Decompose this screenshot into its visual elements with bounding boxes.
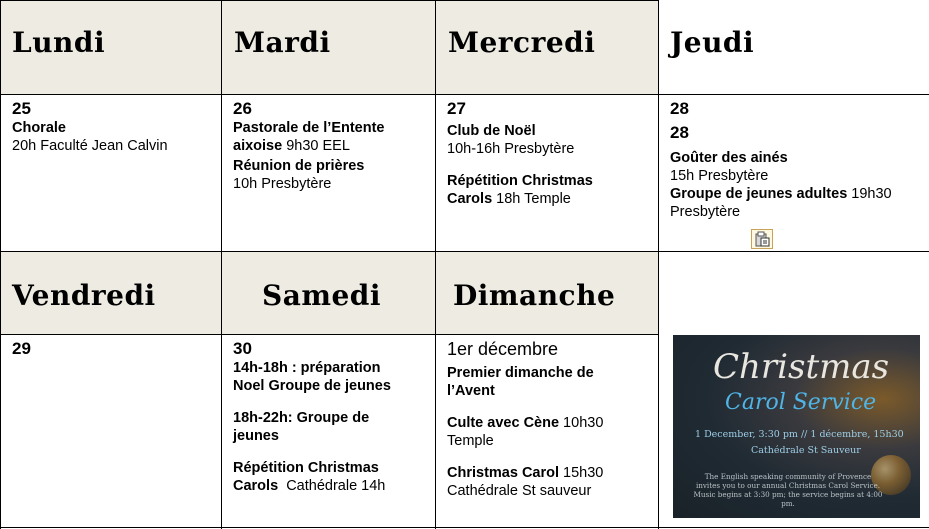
event-title: Club de Noël <box>447 123 536 139</box>
day-number: 29 <box>12 339 31 358</box>
day-header-lundi: Lundi <box>12 26 106 59</box>
event-title: Répétition Christmas <box>447 173 593 189</box>
poster-title: Christmas <box>713 347 890 387</box>
event-title: Pastorale de l’Entente <box>233 120 385 136</box>
cell-mercredi <box>447 99 652 208</box>
event-detail: Temple <box>447 433 494 449</box>
event-title: Répétition Christmas <box>233 460 379 476</box>
day-number: 28 <box>670 99 689 118</box>
event-detail: 20h Faculté Jean Calvin <box>12 138 168 154</box>
clipboard-paste-icon[interactable] <box>751 229 773 249</box>
cell-vendredi <box>12 339 217 359</box>
event-title: Noel Groupe de jeunes <box>233 378 391 394</box>
grid-line <box>0 334 659 335</box>
poster-subtitle: Carol Service <box>725 390 877 415</box>
event-title: Goûter des ainés <box>670 150 788 166</box>
day-header-samedi: Samedi <box>262 279 382 312</box>
event-detail: 18h Temple <box>492 191 571 207</box>
event-title: Carols <box>447 191 493 207</box>
christmas-carol-poster <box>673 335 920 518</box>
grid-line <box>221 0 222 529</box>
event-title: Chorale <box>12 120 66 136</box>
event-title: 18h-22h: Groupe de <box>233 410 370 426</box>
event-title: aixoise <box>233 138 283 154</box>
day-number: 1er décembre <box>447 339 559 359</box>
poster-description: The English speaking community of Provence invites you to our annual Christmas Carol Service. Music begins at 3:30 pm; the service begins at 4:00 pm. <box>693 472 883 508</box>
grid-line <box>0 251 929 252</box>
cell-mardi <box>233 99 433 193</box>
event-detail: 9h30 EEL <box>282 138 350 154</box>
event-detail: Cathédrale St sauveur <box>447 483 592 499</box>
grid-line <box>0 527 929 528</box>
event-detail: 19h30 <box>847 186 892 202</box>
event-title: Réunion de prières <box>233 158 365 174</box>
event-detail: 10h Presbytère <box>233 176 332 192</box>
grid-line <box>0 0 659 1</box>
event-title: Culte avec Cène <box>447 415 560 431</box>
day-header-mardi: Mardi <box>234 26 331 59</box>
poster-date: 1 December, 3:30 pm // 1 décembre, 15h30 <box>695 429 904 440</box>
event-detail: Cathédrale 14h <box>278 478 386 494</box>
event-title: Carols <box>233 478 279 494</box>
day-number-duplicate: 28 <box>670 123 689 142</box>
cell-jeudi <box>670 99 925 221</box>
poster-location: Cathédrale St Sauveur <box>751 445 861 456</box>
day-number: 30 <box>233 339 252 358</box>
cell-lundi <box>12 99 217 155</box>
day-number: 26 <box>233 99 252 118</box>
event-detail: 10h-16h Presbytère <box>447 141 575 157</box>
event-detail: Presbytère <box>670 204 741 220</box>
day-header-mercredi: Mercredi <box>448 26 596 59</box>
cell-samedi <box>233 339 433 495</box>
day-number: 25 <box>12 99 31 118</box>
grid-line <box>658 0 659 529</box>
event-title: Christmas Carol <box>447 465 560 481</box>
day-header-jeudi: Jeudi <box>670 26 755 59</box>
event-title: Premier dimanche de <box>447 365 594 381</box>
event-title: l’Avent <box>447 383 495 399</box>
event-detail: 15h30 <box>559 465 604 481</box>
day-header-dimanche: Dimanche <box>453 279 616 312</box>
cell-dimanche <box>447 339 652 500</box>
event-title: Groupe de jeunes adultes <box>670 186 848 202</box>
grid-line <box>0 94 929 95</box>
event-detail: 15h Presbytère <box>670 168 769 184</box>
grid-line <box>435 0 436 529</box>
event-title: jeunes <box>233 428 279 444</box>
event-title: 14h-18h : préparation <box>233 360 381 376</box>
event-detail: 10h30 <box>559 415 604 431</box>
grid-line <box>0 0 1 529</box>
day-header-vendredi: Vendredi <box>12 279 156 312</box>
day-number: 27 <box>447 99 466 118</box>
